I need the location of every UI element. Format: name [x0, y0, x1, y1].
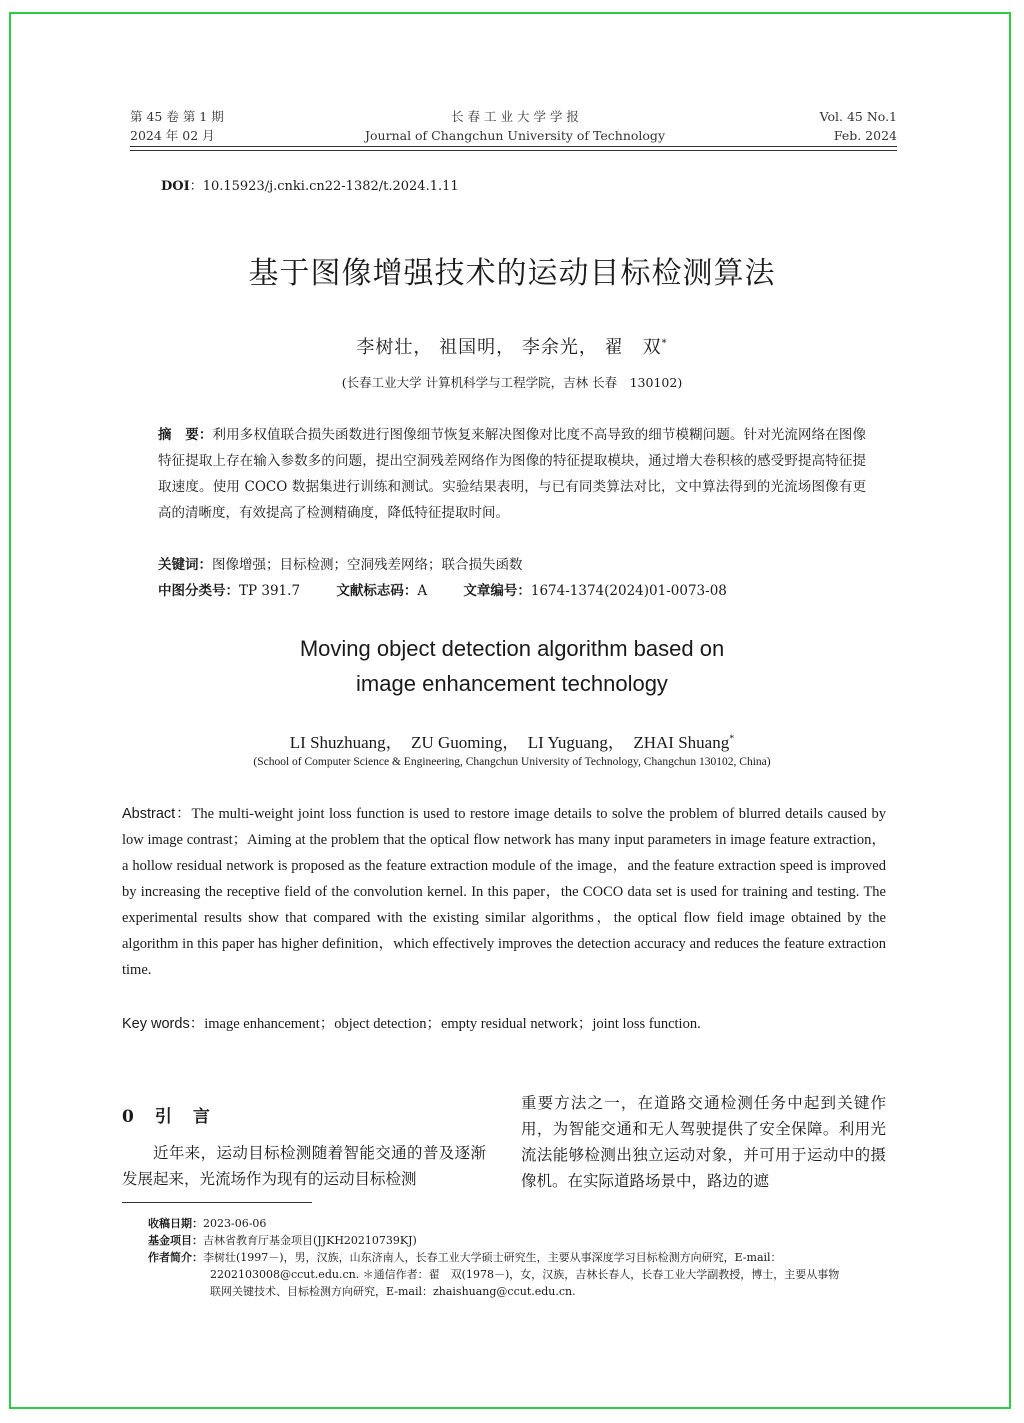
doi: [161, 175, 459, 194]
classification-line: [158, 578, 866, 604]
bio-line1: 李树壮(1997－)，男，汉族，山东济南人，长春工业大学硕士研究生，主要从事深度学习目标检测方向研究，E-mail：: [203, 1251, 782, 1264]
paper-title-en: [0, 631, 1024, 701]
paper-title-en-line1: Moving object detection algorithm based on: [299, 636, 725, 661]
paper-title-en-line2: image enhancement technology: [356, 671, 668, 696]
clc-code: [158, 583, 300, 599]
received-value: 2023-06-06: [203, 1217, 267, 1230]
corresponding-mark: *: [661, 338, 668, 349]
footnote-bio: [148, 1249, 888, 1266]
keywords-cn: [158, 552, 866, 578]
abstract-en: [122, 801, 886, 983]
corresponding-mark-en: *: [729, 733, 735, 745]
issue-date-en: Feb. 2024: [833, 128, 897, 143]
footnote-fund: [148, 1232, 888, 1249]
doi-label: DOI: [161, 179, 190, 194]
fund-value: 吉林省教育厅基金项目(JJKH20210739KJ): [203, 1234, 417, 1247]
doc-code-label: 文献标志码：: [336, 583, 418, 599]
received-label: 收稿日期：: [148, 1217, 203, 1230]
paper-title-cn: 基于图像增强技术的运动目标检测算法: [248, 256, 776, 291]
doi-value: ：10.15923/j.cnki.cn22-1382/t.2024.1.11: [189, 179, 459, 194]
abstract-cn-text: 利用多权值联合损失函数进行图像细节恢复来解决图像对比度不高导致的细节模糊问题。针对光流网络在图像特征提取上存在输入参数多的问题，提出空洞残差网络作为图像的特征提取模块，通过增大卷积核的感受野提高特征提取速度。使用 COCO 数据集进行训练和测试。实验结果表明，与已有同类算法对比，文中算法得到的光流场图像有更高的清晰度，有效提高了检测精确度，降低特征提取时间。: [158, 427, 867, 521]
keywords-en-label: Key words: [122, 1016, 190, 1032]
issue-date: 2024 年 02 月: [130, 128, 215, 143]
authors-cn-text: 李树壮， 祖国明， 李余光， 翟 双: [356, 337, 662, 358]
issue-volume-en: Vol. 45 No.1: [819, 109, 897, 124]
header-rule-thick: [130, 146, 897, 147]
issue-info-en: [820, 107, 897, 145]
abstract-cn: [158, 422, 866, 526]
footnote-rule: [122, 1202, 312, 1203]
article-no-label: 文章编号：: [463, 583, 531, 599]
abstract-en-label: Abstract: [122, 806, 176, 822]
journal-name-en: Journal of Changchun University of Technology: [365, 128, 665, 143]
section-heading-intro: 0 引 言: [122, 1107, 212, 1127]
bio-line3: 联网关键技术、目标检测方向研究，E-mail：zhaishuang@ccut.edu.cn.: [210, 1285, 576, 1298]
affiliation-en: (School of Computer Science & Engineering, Changchun University of Technology, Changchun 130102, China): [253, 756, 771, 768]
abstract-cn-label: 摘 要：: [158, 427, 213, 443]
authors-cn: [0, 333, 1024, 359]
keywords-en-text: ：image enhancement；object detection；empty residual network；joint loss function.: [189, 1016, 701, 1032]
journal-name-cn: 长 春 工 业 大 学 学 报: [451, 109, 579, 124]
keywords-cn-text: 图像增强；目标检测；空洞残差网络；联合损失函数: [212, 557, 523, 573]
header-rule-thin: [130, 150, 897, 151]
footnotes: [148, 1215, 888, 1300]
authors-en-text: LI Shuzhuang， ZU Guoming， LI Yuguang， ZHAI Shuang: [289, 733, 730, 752]
journal-name: [330, 107, 700, 145]
page-border: [9, 12, 1011, 1409]
bio-line2: 2202103008@ccut.edu.cn. ＊通信作者：翟 双(1978－)，女，汉族，吉林长春人，长春工业大学副教授，博士，主要从事物: [210, 1268, 840, 1281]
keywords-cn-label: 关键词：: [158, 557, 212, 573]
affiliation-cn: (长春工业大学 计算机科学与工程学院，吉林 长春 130102): [341, 375, 683, 390]
article-no-value: 1674-1374(2024)01-0073-08: [530, 583, 727, 599]
body-left-column: 近年来，运动目标检测随着智能交通的普及逐渐发展起来，光流场作为现有的运动目标检测: [122, 1144, 486, 1188]
authors-en: [0, 728, 1024, 753]
keywords-en: [122, 1011, 886, 1037]
article-number: [463, 583, 727, 599]
issue-volume: 第 45 卷 第 1 期: [130, 109, 224, 124]
doc-code-value: A: [417, 583, 428, 599]
issue-info: [130, 107, 224, 145]
abstract-en-text: ：The multi-weight joint loss function is used to restore image details to solve the problem of blurred details caused by low image contrast；Aiming at the problem that the optical flow network has many input parameters in image feature extraction，a hollow residual network is proposed as the feature extraction module of the image，and the feature extraction speed is improved by increasing the receptive field of the convolution kernel. In this paper，the COCO data set is used for training and testing. The experimental results show that compared with the existing similar algorithms，the optical flow field image obtained by the algorithm in this paper has higher definition，which effectively improves the detection accuracy and reduces the feature extraction time.: [122, 806, 886, 978]
fund-label: 基金项目：: [148, 1234, 203, 1247]
bio-label: 作者简介：: [148, 1251, 203, 1264]
clc-value: TP 391.7: [239, 583, 301, 599]
doc-code: [336, 583, 427, 599]
footnote-received: [148, 1215, 888, 1232]
clc-label: 中图分类号：: [158, 583, 239, 599]
body-right-column: 重要方法之一，在道路交通检测任务中起到关键作用，为智能交通和无人驾驶提供了安全保障。利用光流法能够检测出独立运动对象，并可用于运动中的摄像机。在实际道路场景中，路边的遮: [521, 1094, 886, 1190]
